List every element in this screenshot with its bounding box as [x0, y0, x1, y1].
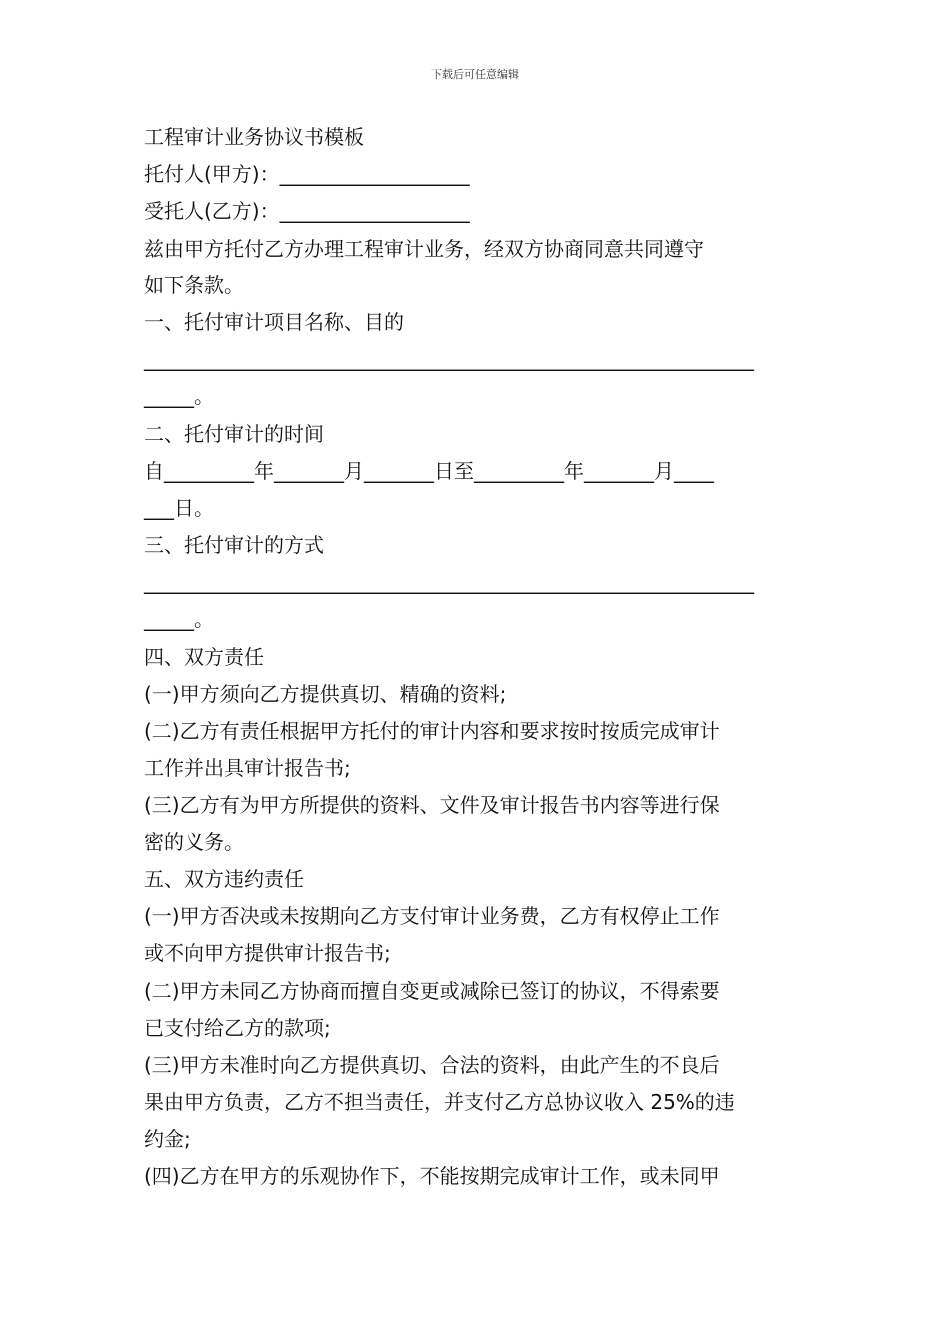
- section-heading: 四、双方责任: [144, 645, 264, 669]
- page-header-note: 下载后可任意编辑: [431, 68, 519, 81]
- text-line: _____。: [144, 607, 214, 631]
- text-line: _____。: [144, 384, 214, 408]
- text-line: 工作并出具审计报告书;: [144, 756, 351, 780]
- section-heading: 三、托付审计的方式: [144, 533, 324, 557]
- section-heading: 二、托付审计的时间: [144, 422, 324, 446]
- text-line: 受托人(乙方)：___________________: [144, 199, 470, 223]
- text-line: (二)甲方未同乙方协商而擅自变更或减除已签订的协议，不得索要: [144, 979, 720, 1003]
- text-line: (一)甲方须向乙方提供真切、精确的资料;: [144, 682, 507, 706]
- text-line: 密的义务。: [144, 830, 244, 854]
- text-line: 果由甲方负责，乙方不担当责任，并支付乙方总协议收入 25%的违: [144, 1090, 735, 1114]
- text-line: _____________________________________________________________: [144, 570, 754, 594]
- text-line: 托付人(甲方)：___________________: [144, 162, 470, 186]
- text-line: (四)乙方在甲方的乐观协作下，不能按期完成审计工作，或未同甲: [144, 1164, 720, 1188]
- text-line: 或不向甲方提供审计报告书;: [144, 941, 391, 965]
- section-heading: 一、托付审计项目名称、目的: [144, 310, 404, 334]
- document-title: 工程审计业务协议书模板: [144, 125, 364, 149]
- text-line: 如下条款。: [144, 273, 244, 297]
- text-line: (一)甲方否决或未按期向乙方支付审计业务费，乙方有权停止工作: [144, 904, 720, 928]
- text-line: _____________________________________________________________: [144, 347, 754, 371]
- text-line: ___日。: [144, 496, 214, 520]
- text-line: 约金;: [144, 1127, 191, 1151]
- text-line: (二)乙方有责任根据甲方托付的审计内容和要求按时按质完成审计: [144, 719, 720, 743]
- text-line: 自_________年_______月_______日至_________年_______月____: [144, 459, 714, 483]
- text-line: 已支付给乙方的款项;: [144, 1016, 331, 1040]
- text-line: 兹由甲方托付乙方办理工程审计业务，经双方协商同意共同遵守: [144, 237, 704, 261]
- section-heading: 五、双方违约责任: [144, 867, 304, 891]
- text-line: (三)乙方有为甲方所提供的资料、文件及审计报告书内容等进行保: [144, 793, 720, 817]
- text-line: (三)甲方未准时向乙方提供真切、合法的资料，由此产生的不良后: [144, 1053, 720, 1077]
